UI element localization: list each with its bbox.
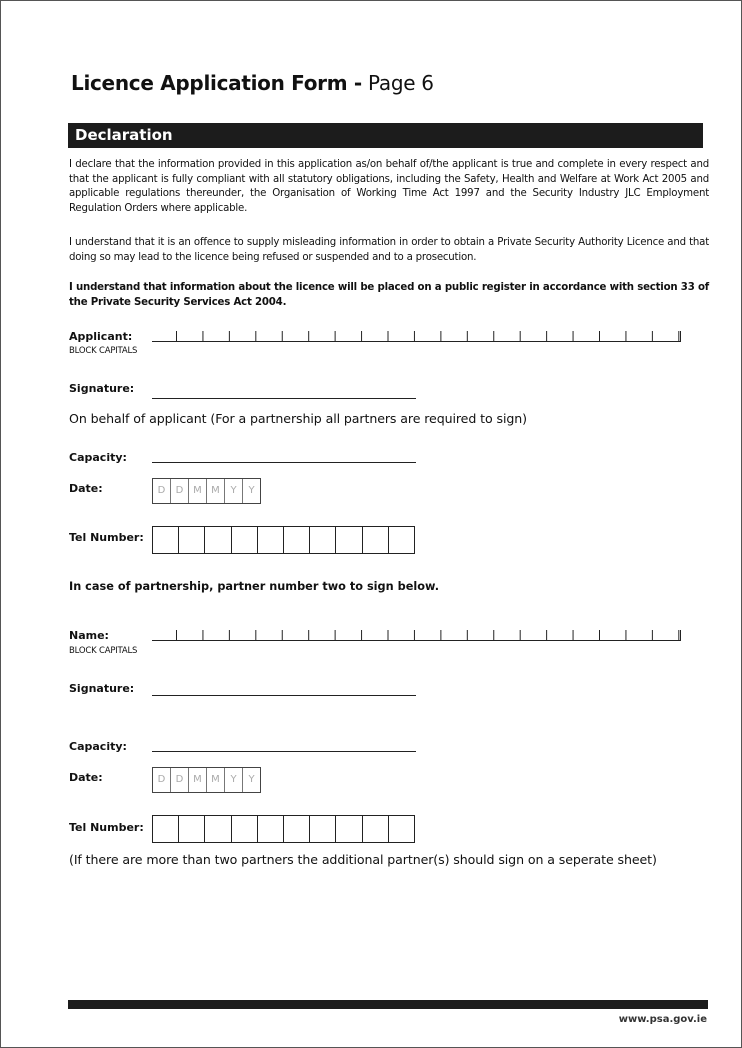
tel-digit-box[interactable] xyxy=(363,816,389,842)
footer-url: www.psa.gov.ie xyxy=(618,1014,707,1025)
tel-digit-box[interactable] xyxy=(336,527,362,553)
declaration-paragraph-3: I understand that information about the licence will be placed on a public register in accordance with section 33 of the Private Security Services Act 2004. xyxy=(69,282,709,308)
date-digit-d2[interactable]: D xyxy=(171,479,189,503)
date-digit-d1[interactable]: D xyxy=(153,479,171,503)
tel-digit-box[interactable] xyxy=(284,527,310,553)
partner-tel-label: Tel Number: xyxy=(69,821,144,834)
date-digit-y2[interactable]: Y xyxy=(248,485,255,496)
partner-block-capitals: BLOCK CAPITALS xyxy=(69,646,138,656)
date-digit-m2[interactable]: M xyxy=(207,768,225,792)
applicant-capacity-field[interactable] xyxy=(152,462,416,463)
date-digit-m1[interactable]: M xyxy=(189,768,207,792)
tel-digit-box[interactable] xyxy=(284,816,310,842)
date-digit-m2[interactable]: M xyxy=(207,479,225,503)
date-digit-y1[interactable]: Y xyxy=(225,768,243,792)
tel-digit-box[interactable] xyxy=(205,527,231,553)
applicant-label: Applicant: xyxy=(69,330,133,343)
applicant-capacity-label: Capacity: xyxy=(69,451,127,464)
partner-name-field[interactable] xyxy=(152,630,681,641)
tel-digit-box[interactable] xyxy=(258,816,284,842)
applicant-date-label: Date: xyxy=(69,482,103,495)
applicant-name-field[interactable] xyxy=(152,331,681,342)
partner-capacity-field[interactable] xyxy=(152,751,416,752)
date-digit-d2[interactable]: D xyxy=(171,768,189,792)
tel-digit-box[interactable] xyxy=(205,816,231,842)
additional-partners-note: (If there are more than two partners the additional partner(s) should sign on a seperate sheet) xyxy=(69,852,657,867)
tel-digit-box[interactable] xyxy=(153,816,179,842)
applicant-date-field[interactable] xyxy=(152,478,261,504)
partner-heading: In case of partnership, partner number two to sign below. xyxy=(69,580,440,593)
applicant-block-capitals: BLOCK CAPITALS xyxy=(69,346,138,356)
tel-digit-box[interactable] xyxy=(179,816,205,842)
tel-digit-box[interactable] xyxy=(336,816,362,842)
tel-digit-box[interactable] xyxy=(389,816,414,842)
tel-digit-box[interactable] xyxy=(258,527,284,553)
declaration-paragraph-1: I declare that the information provided in this application as/on behalf of/the applicant is true and complete in every respect and that the applicant is fully compliant with all statutory obligations, including the Safety, Health and Welfare at Work Act 2005 and applicable regulations thereunder, the Organisation of Working Time Act 1997 and the Security Industry JLC Employment Regulation Orders where applicable. xyxy=(69,159,709,214)
tel-digit-box[interactable] xyxy=(179,527,205,553)
partner-date-field[interactable] xyxy=(152,767,261,793)
date-digit-m1[interactable]: M xyxy=(189,479,207,503)
behalf-note: On behalf of applicant (For a partnership all partners are required to sign) xyxy=(69,411,527,426)
footer-bar xyxy=(68,1000,708,1009)
partner-capacity-label: Capacity: xyxy=(69,740,127,753)
partner-name-label: Name: xyxy=(69,629,109,642)
page-title xyxy=(71,71,434,95)
applicant-signature-field[interactable] xyxy=(152,398,416,399)
tel-digit-box[interactable] xyxy=(153,527,179,553)
partner-date-label: Date: xyxy=(69,771,103,784)
applicant-signature-label: Signature: xyxy=(69,382,135,395)
partner-tel-field[interactable] xyxy=(152,815,415,843)
applicant-tel-field[interactable] xyxy=(152,526,415,554)
date-digit-y2[interactable]: Y xyxy=(248,774,255,785)
title-page: Page 6 xyxy=(368,71,434,95)
tel-digit-box[interactable] xyxy=(310,527,336,553)
tel-digit-box[interactable] xyxy=(310,816,336,842)
tel-digit-box[interactable] xyxy=(363,527,389,553)
partner-signature-label: Signature: xyxy=(69,682,135,695)
declaration-paragraph-2: I understand that it is an offence to supply misleading information in order to obtain a Private Security Authority Licence and that doing so may lead to the licence being refused or suspended and to a prosecution. xyxy=(69,237,709,263)
title-main: Licence Application Form - xyxy=(71,71,362,95)
tel-digit-box[interactable] xyxy=(232,527,258,553)
tel-digit-box[interactable] xyxy=(389,527,414,553)
applicant-tel-label: Tel Number: xyxy=(69,531,144,544)
partner-signature-field[interactable] xyxy=(152,695,416,696)
declaration-section-header: Declaration xyxy=(68,123,703,148)
tel-digit-box[interactable] xyxy=(232,816,258,842)
date-digit-d1[interactable]: D xyxy=(153,768,171,792)
date-digit-y1[interactable]: Y xyxy=(225,479,243,503)
